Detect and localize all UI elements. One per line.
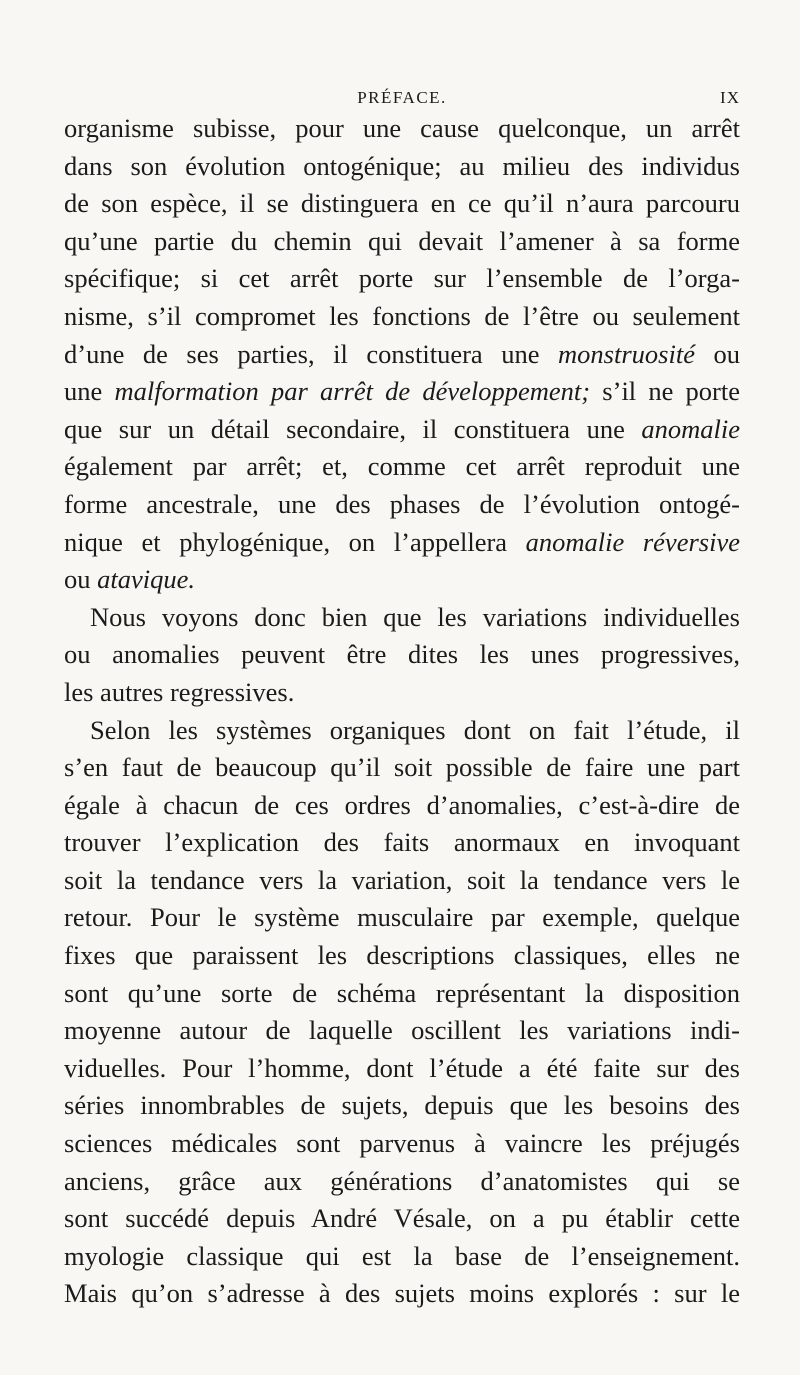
text-segment: s’il ne porte	[590, 376, 741, 407]
text-segment: d’une de ses parties, il constituera une	[64, 338, 559, 369]
text-line	[64, 1238, 740, 1276]
text-line	[64, 899, 740, 937]
text-line	[64, 749, 740, 787]
running-head: PRÉFACE.	[357, 88, 447, 107]
text-segment: trouver l’explication des faits anormaux en invoquant	[64, 827, 740, 858]
text-line	[64, 599, 740, 637]
text-line	[64, 298, 740, 336]
text-line	[64, 1125, 740, 1163]
text-segment: Mais qu’on s’adresse à des sujets moins explorés : sur le	[64, 1278, 740, 1309]
italic-term: malformation par arrêt de développement;	[114, 376, 591, 407]
text-line	[64, 937, 740, 975]
text-line	[64, 674, 740, 712]
text-line	[64, 185, 740, 223]
text-segment: qu’une partie du chemin qui devait l’amener à sa forme	[64, 225, 740, 256]
text-segment: une	[64, 376, 115, 407]
text-line	[64, 373, 740, 411]
text-line	[64, 561, 740, 599]
text-segment: forme ancestrale, une des phases de l’évolution ontogé-	[64, 488, 740, 519]
text-segment: ou	[694, 338, 741, 369]
text-segment: Nous voyons donc bien que les variations individuelles	[90, 601, 740, 632]
text-line	[64, 1200, 740, 1238]
text-segment: sont succédé depuis André Vésale, on a pu établir cette	[64, 1203, 740, 1234]
text-line	[64, 1087, 740, 1125]
text-segment: sont qu’une sorte de schéma représentant la disposition	[64, 977, 740, 1008]
text-line	[64, 110, 740, 148]
text-segment: nique et phylogénique, on l’appellera	[64, 526, 526, 557]
text-segment: de son espèce, il se distinguera en ce qu’il n’aura parcouru	[64, 188, 740, 219]
text-line	[64, 1012, 740, 1050]
italic-term: anomalie	[641, 413, 740, 444]
text-line	[64, 1050, 740, 1088]
text-line	[64, 1163, 740, 1201]
text-segment: les autres regressives.	[64, 676, 295, 707]
text-segment: Selon les systèmes organiques dont on fait l’étude, il	[90, 714, 740, 745]
italic-term: monstruosité	[558, 338, 695, 369]
text-segment: organisme subisse, pour une cause quelconque, un arrêt	[64, 113, 740, 143]
text-segment: ou anomalies peuvent être dites les unes progressives,	[64, 639, 740, 670]
text-line	[64, 411, 740, 449]
text-segment: fixes que paraissent les descriptions classiques, elles ne	[64, 940, 740, 971]
text-segment: que sur un détail secondaire, il constituera une	[64, 413, 642, 444]
text-segment: s’en faut de beaucoup qu’il soit possible de faire une part	[64, 752, 740, 783]
text-segment: égale à chacun de ces ordres d’anomalies, c’est-à-dire de	[64, 789, 740, 820]
text-segment: moyenne autour de laquelle oscillent les variations indi-	[64, 1015, 740, 1046]
text-line	[64, 448, 740, 486]
text-line	[64, 524, 740, 562]
text-segment: sciences médicales sont parvenus à vaincre les préjugés	[64, 1128, 740, 1159]
text-segment: également par arrêt; et, comme cet arrêt reproduit une	[64, 451, 740, 482]
text-line	[64, 824, 740, 862]
text-line	[64, 636, 740, 674]
text-line	[64, 486, 740, 524]
page-header	[64, 86, 740, 110]
text-segment: myologie classique qui est la base de l’enseignement.	[64, 1240, 740, 1271]
text-segment: anciens, grâce aux générations d’anatomistes qui se	[64, 1165, 740, 1196]
text-segment: séries innombrables de sujets, depuis que les besoins des	[64, 1090, 740, 1121]
text-segment: retour. Pour le système musculaire par exemple, quelque	[64, 902, 740, 933]
text-segment: spécifique; si cet arrêt porte sur l’ensemble de l’orga-	[64, 263, 740, 294]
text-segment: nisme, s’il compromet les fonctions de l’être ou seulement	[64, 300, 740, 331]
text-line	[64, 1275, 740, 1313]
text-segment: dans son évolution ontogénique; au milieu des individus	[64, 150, 740, 181]
page-number: IX	[720, 88, 740, 107]
text-line	[64, 787, 740, 825]
text-segment: soit la tendance vers la variation, soit la tendance vers le	[64, 864, 740, 895]
text-line	[64, 148, 740, 186]
text-line	[64, 260, 740, 298]
text-segment: viduelles. Pour l’homme, dont l’étude a été faite sur des	[64, 1052, 740, 1083]
body-text	[64, 110, 740, 1313]
italic-term: atavique.	[97, 564, 195, 595]
text-segment: ou	[64, 564, 98, 595]
text-line	[64, 712, 740, 750]
text-line	[64, 862, 740, 900]
text-line	[64, 336, 740, 374]
italic-term: anomalie réversive	[525, 526, 740, 557]
text-line	[64, 223, 740, 261]
text-line	[64, 975, 740, 1013]
